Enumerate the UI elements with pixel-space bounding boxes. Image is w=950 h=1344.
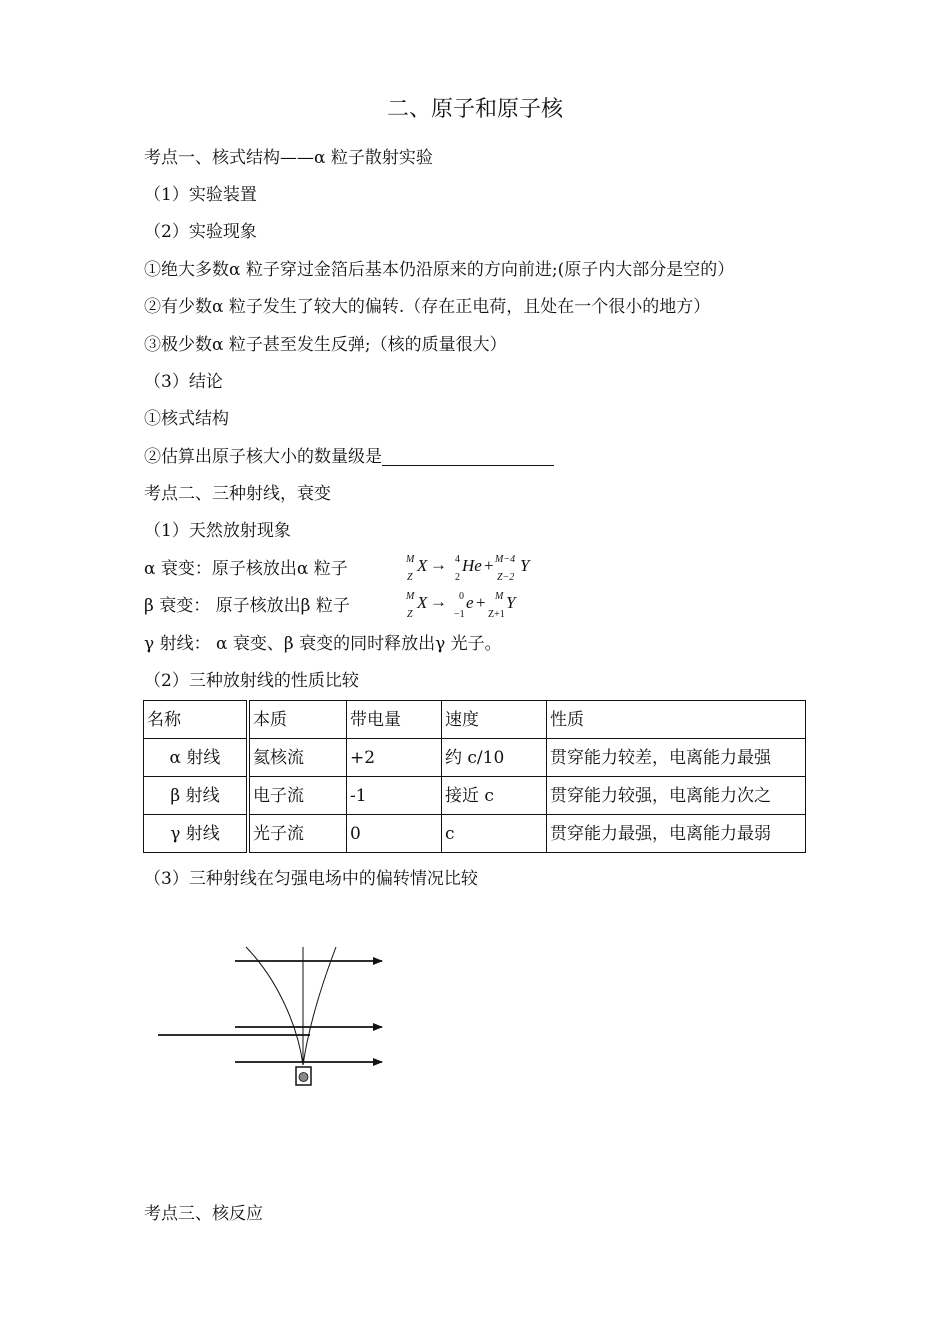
table-cell: c [442,815,547,853]
radioactive-source-icon [299,1073,308,1082]
estimate-text: ②估算出原子核大小的数量级是 [144,447,382,467]
beta-e-mass: 0 [459,591,464,602]
section2-heading: 考点二、三种射线，衰变 [144,484,331,504]
section2-sub1: （1）天然放射现象 [144,521,291,541]
section1-item-estimate [144,446,554,468]
table-cell: 电子流 [248,777,347,815]
beta-x-mass: M [406,591,415,602]
table-cell: 0 [347,815,442,853]
table-cell: 光子流 [248,815,347,853]
table-cell: γ 射线 [144,815,249,853]
section3-heading: 考点三、核反应 [144,1204,263,1224]
alpha-he-mass: 4 [455,554,460,565]
table-header-cell: 带电量 [347,701,442,739]
beta-decay-formula [404,591,534,621]
gamma-ray-line: γ 射线： α 衰变、β 衰变的同时释放出γ 光子。 [144,634,502,654]
alpha-he-symbol: He [462,556,482,575]
section1-item-rare-rebound: ③极少数α 粒子甚至发生反弹;（核的质量很大） [144,335,507,355]
beta-decay-label: β 衰变： 原子核放出β 粒子 [144,596,350,616]
beta-y-mass: M [495,591,504,602]
section1-item-phenomena: （2）实验现象 [144,222,257,242]
alpha-arrow: → [430,555,447,574]
beta-e-symbol: e [466,593,474,612]
section2-sub3: （3）三种射线在匀强电场中的偏转情况比较 [144,869,478,889]
table-row [144,815,806,853]
alpha-he-charge: 2 [455,572,460,583]
section1-item-apparatus: （1）实验装置 [144,185,257,205]
field-lines [158,961,382,1062]
table-header-cell: 名称 [144,701,249,739]
radiation-properties-table [143,700,806,853]
beta-y-charge: Z+1 [488,609,505,620]
table-cell: 贯穿能力较强，电离能力次之 [547,777,806,815]
beta-plus: + [476,593,486,612]
section2-sub2: （2）三种放射线的性质比较 [144,671,359,691]
table-row [144,777,806,815]
section1-item-nuclear-structure: ①核式结构 [144,409,229,429]
beta-x-symbol: X [417,593,428,612]
table-header-cell: 本质 [248,701,347,739]
deflection-diagram [150,935,390,1095]
answer-blank [382,447,554,466]
alpha-decay-formula [404,554,544,584]
beta-ray-path [303,947,336,1065]
table-cell: -1 [347,777,442,815]
section1-item-few-deflect: ②有少数α 粒子发生了较大的偏转.（存在正电荷，且处在一个很小的地方） [144,297,711,317]
page-title: 二、原子和原子核 [386,97,563,122]
table-cell: 接近 c [442,777,547,815]
beta-y-symbol: Y [506,593,516,612]
alpha-ray-path [246,947,303,1065]
section1-item-conclusion: （3）结论 [144,372,223,392]
section1-item-most-pass: ①绝大多数α 粒子穿过金箔后基本仍沿原来的方向前进;(原子内大部分是空的） [144,260,735,280]
beta-e-charge: −1 [454,609,465,620]
table-cell: α 射线 [144,739,249,777]
alpha-x-charge: Z [407,572,413,583]
table-header-row [144,701,806,739]
beta-arrow: → [430,592,447,611]
alpha-y-mass: M−4 [495,554,516,565]
table-header-cell: 性质 [547,701,806,739]
table-cell: β 射线 [144,777,249,815]
table-cell: 氦核流 [248,739,347,777]
table-cell: 约 c/10 [442,739,547,777]
table-cell: +2 [347,739,442,777]
table-row [144,739,806,777]
table-header-cell: 速度 [442,701,547,739]
alpha-y-charge: Z−2 [497,572,515,583]
beta-x-charge: Z [407,609,413,620]
alpha-x-symbol: X [417,556,428,575]
alpha-y-symbol: Y [520,556,530,575]
table-cell: 贯穿能力最强，电离能力最弱 [547,815,806,853]
alpha-decay-label: α 衰变：原子核放出α 粒子 [144,559,348,579]
alpha-plus: + [484,556,494,575]
section1-heading: 考点一、核式结构——α 粒子散射实验 [144,148,433,168]
table-cell: 贯穿能力较差，电离能力最强 [547,739,806,777]
alpha-x-mass: M [406,554,415,565]
